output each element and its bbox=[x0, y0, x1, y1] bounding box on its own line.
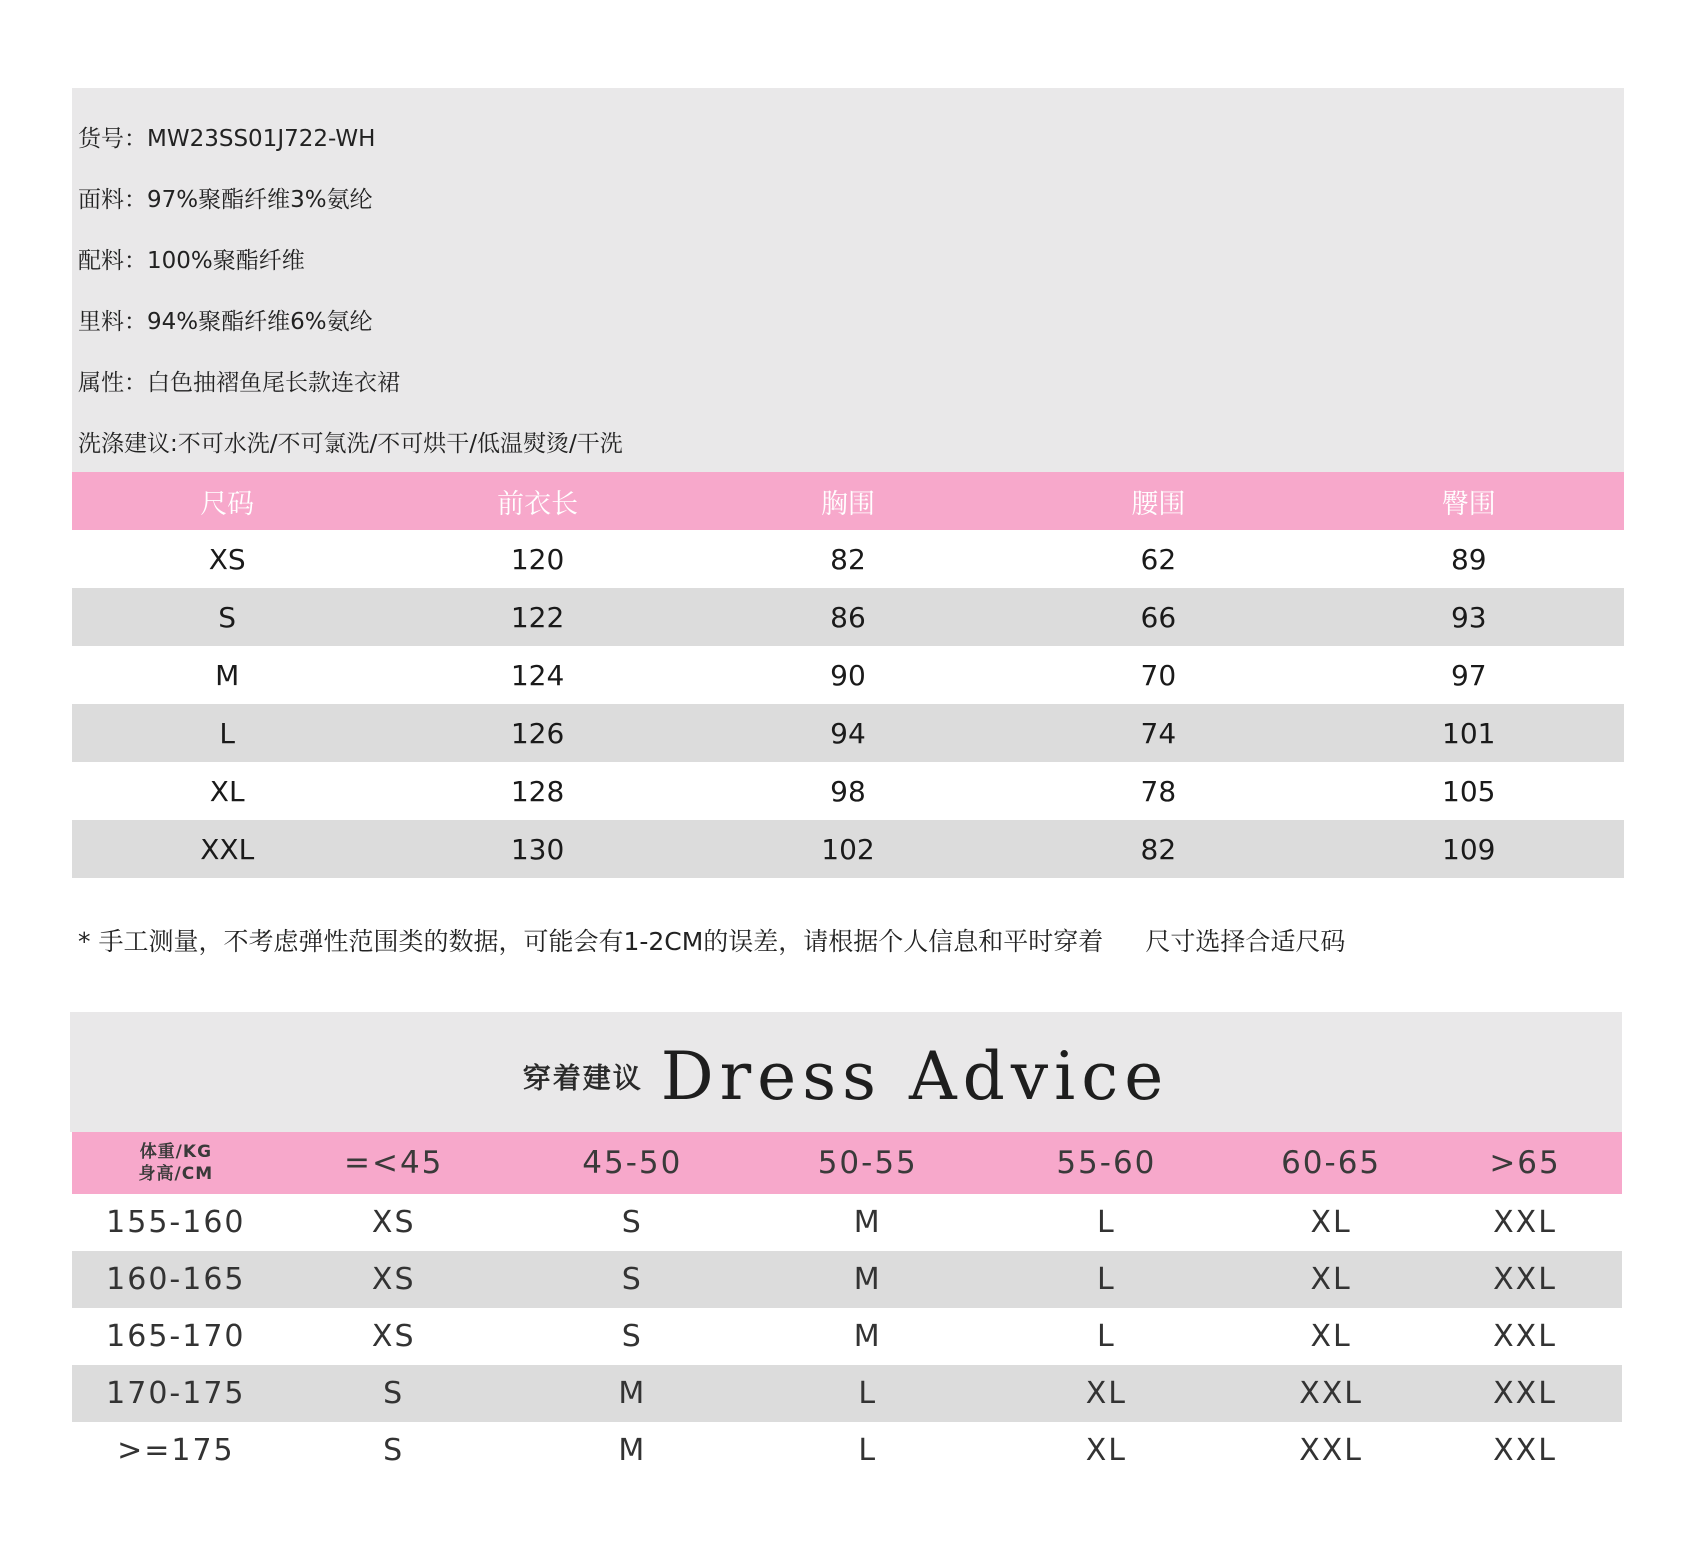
cell: XL bbox=[209, 774, 245, 808]
cell: S bbox=[72, 588, 382, 646]
cell: 126 bbox=[382, 704, 692, 762]
cell: S bbox=[621, 1205, 643, 1240]
product-code: 货号：MW23SS01J722-WH bbox=[78, 126, 376, 152]
corner-weight-label: 体重/KG bbox=[139, 1142, 213, 1162]
cell: M bbox=[853, 1319, 882, 1354]
table-row bbox=[72, 530, 1624, 588]
table-row bbox=[72, 1308, 1622, 1365]
height-range: 165-170 bbox=[106, 1319, 246, 1354]
cell: S bbox=[508, 1251, 757, 1308]
cell: 97 bbox=[1450, 658, 1487, 692]
dress-advice-table bbox=[72, 1132, 1622, 1479]
cell: 90 bbox=[830, 658, 866, 692]
table-row bbox=[72, 1365, 1622, 1422]
cell: L bbox=[1097, 1319, 1116, 1354]
cell: 62 bbox=[1140, 542, 1177, 576]
cell: S bbox=[383, 1433, 405, 1468]
table-row bbox=[72, 820, 1624, 878]
corner-height-label: 身高/CM bbox=[138, 1164, 214, 1184]
product-attribute: 属性：白色抽褶鱼尾长款连衣裙 bbox=[78, 370, 400, 396]
cell: S bbox=[621, 1319, 643, 1354]
care-instructions: 洗涤建议:不可水洗/不可氯洗/不可烘干/低温熨烫/干洗 bbox=[78, 431, 623, 457]
cell: XXL bbox=[1428, 1251, 1622, 1308]
cell: 86 bbox=[693, 588, 1003, 646]
cell: 82 bbox=[830, 542, 866, 576]
weight-header: 45-50 bbox=[508, 1132, 757, 1194]
dress-advice-title-cn: 穿着建议 bbox=[522, 1061, 643, 1095]
cell: XS bbox=[371, 1319, 416, 1354]
cell: L bbox=[979, 1251, 1235, 1308]
weight-header: =<45 bbox=[280, 1132, 508, 1194]
cell: L bbox=[1097, 1205, 1116, 1240]
cell: XL bbox=[1085, 1433, 1127, 1468]
trim-composition: 配料：100%聚酯纤维 bbox=[78, 248, 305, 274]
size-chart-table bbox=[72, 472, 1624, 878]
table-row bbox=[72, 704, 1624, 762]
table-row bbox=[72, 762, 1624, 820]
cell: 94 bbox=[693, 704, 1003, 762]
cell: XL bbox=[1310, 1319, 1352, 1354]
cell: 70 bbox=[1140, 658, 1177, 692]
header-front-length: 前衣长 bbox=[382, 472, 692, 530]
cell: XS bbox=[280, 1251, 508, 1308]
weight-header: 55-60 bbox=[979, 1132, 1235, 1194]
cell: 109 bbox=[1314, 820, 1624, 878]
height-range: 170-175 bbox=[72, 1365, 280, 1422]
cell: XXL bbox=[1493, 1319, 1557, 1354]
table-row bbox=[72, 646, 1624, 704]
dress-advice-title bbox=[70, 1038, 1622, 1115]
cell: 124 bbox=[510, 658, 565, 692]
cell: 102 bbox=[693, 820, 1003, 878]
dress-advice-title-en: Dress Advice bbox=[660, 1038, 1170, 1115]
cell: 101 bbox=[1314, 704, 1624, 762]
cell: M bbox=[215, 658, 240, 692]
header-hip: 臀围 bbox=[1314, 472, 1624, 530]
cell: XL bbox=[1234, 1251, 1428, 1308]
cell: 89 bbox=[1450, 542, 1487, 576]
cell: XXL bbox=[72, 820, 382, 878]
cell: 98 bbox=[830, 774, 866, 808]
measurement-note-suffix: 尺寸选择合适尺码 bbox=[1145, 927, 1346, 956]
fabric-composition: 面料：97%聚酯纤维3%氨纶 bbox=[78, 187, 373, 213]
table-row bbox=[72, 1422, 1622, 1479]
cell: M bbox=[757, 1251, 979, 1308]
cell: XS bbox=[208, 542, 246, 576]
cell: XXL bbox=[1493, 1205, 1557, 1240]
height-range: >=175 bbox=[117, 1433, 235, 1468]
product-info-panel bbox=[72, 88, 1624, 472]
size-chart-header-row bbox=[72, 472, 1624, 530]
cell: 74 bbox=[1003, 704, 1313, 762]
cell: L bbox=[858, 1433, 878, 1468]
height-range: 155-160 bbox=[106, 1205, 246, 1240]
measurement-note-text: * 手工测量，不考虑弹性范围类的数据，可能会有1-2CM的误差，请根据个人信息和平时穿着 bbox=[78, 927, 1104, 956]
cell: S bbox=[280, 1365, 508, 1422]
weight-height-corner bbox=[72, 1132, 280, 1194]
table-row bbox=[72, 1194, 1622, 1251]
height-range: 160-165 bbox=[72, 1251, 280, 1308]
cell: L bbox=[757, 1365, 979, 1422]
cell: L bbox=[72, 704, 382, 762]
cell: XXL bbox=[1493, 1433, 1557, 1468]
cell: M bbox=[618, 1433, 647, 1468]
cell: XXL bbox=[1428, 1365, 1622, 1422]
weight-header: 60-65 bbox=[1234, 1132, 1428, 1194]
weight-header: >65 bbox=[1428, 1132, 1622, 1194]
cell: XXL bbox=[1299, 1433, 1364, 1468]
header-size: 尺码 bbox=[72, 472, 382, 530]
cell: 66 bbox=[1003, 588, 1313, 646]
cell: M bbox=[508, 1365, 757, 1422]
header-waist: 腰围 bbox=[1003, 472, 1313, 530]
cell: 93 bbox=[1314, 588, 1624, 646]
cell: 78 bbox=[1140, 774, 1177, 808]
dress-advice-banner bbox=[70, 1012, 1622, 1132]
cell: 122 bbox=[382, 588, 692, 646]
cell: 82 bbox=[1003, 820, 1313, 878]
cell: 130 bbox=[382, 820, 692, 878]
weight-header: 50-55 bbox=[757, 1132, 979, 1194]
table-row bbox=[72, 588, 1624, 646]
cell: XL bbox=[1310, 1205, 1352, 1240]
cell: 120 bbox=[510, 542, 565, 576]
cell: XL bbox=[979, 1365, 1235, 1422]
cell: XS bbox=[371, 1205, 416, 1240]
measurement-note bbox=[78, 922, 1345, 958]
cell: XXL bbox=[1234, 1365, 1428, 1422]
header-bust: 胸围 bbox=[693, 472, 1003, 530]
cell: M bbox=[853, 1205, 882, 1240]
lining-composition: 里料：94%聚酯纤维6%氨纶 bbox=[78, 309, 373, 335]
cell: 128 bbox=[510, 774, 565, 808]
cell: 105 bbox=[1442, 774, 1496, 808]
table-row bbox=[72, 1251, 1622, 1308]
advice-header-row bbox=[72, 1132, 1622, 1194]
